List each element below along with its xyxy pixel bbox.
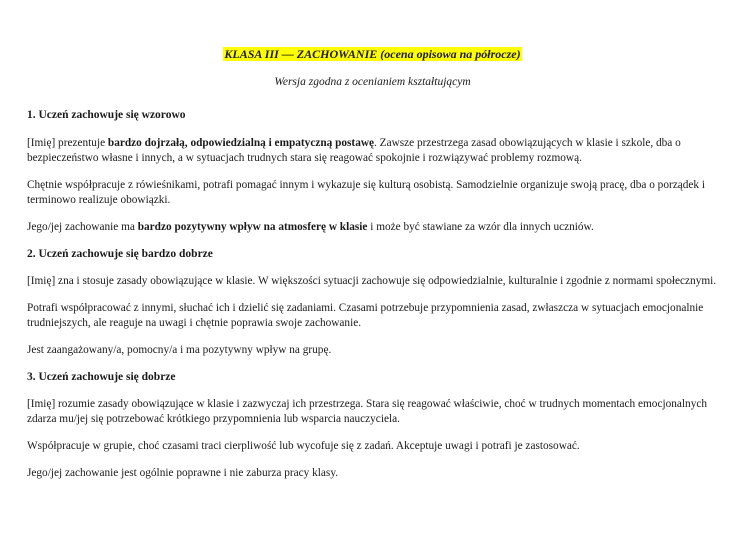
section-1-p1-bold: bardzo dojrzałą, odpowiedzialną i empatyczną postawę bbox=[107, 137, 375, 149]
section-3-heading: 3. Uczeń zachowuje się dobrze bbox=[27, 371, 176, 383]
section-2-paragraph-2: Potrafi współpracować z innymi, słuchać ich i dzielić się zadaniami. Czasami potrzebuje przypomnienia zasad, zwłaszcza w sytuacjach emocjonalnie trudniejszych, ale reaguje na uwagi i chętnie poprawia swoje zachowanie. bbox=[27, 302, 704, 329]
section-1-p3-text-c: i może być stawiane za wzór dla innych uczniów. bbox=[367, 221, 594, 233]
section-1-p1-text-c: . Zawsze przestrzega zasad obowiązujących w klasie i szkole, dba o bezpieczeństwo własne i innych, a w sytuacjach trudnych stara się reagować spokojnie i rozwiązywać problemy rozmową. bbox=[27, 137, 681, 164]
section-1-p1-text-a: [Imię] prezentuje bbox=[27, 137, 108, 149]
section-1-paragraph-2: Chętnie współpracuje z rówieśnikami, potrafi pomagać innym i wykazuje się kulturą osobistą. Samodzielnie organizuje swoją pracę, dba o porządek i terminowo realizuje obowiązki. bbox=[27, 179, 706, 206]
section-3-paragraph-3: Jego/jej zachowanie jest ogólnie poprawne i nie zaburza pracy klasy. bbox=[27, 467, 339, 479]
section-1-paragraph-1 bbox=[27, 136, 718, 166]
section-3-paragraph-2: Współpracuje w grupie, choć czasami traci cierpliwość lub wycofuje się z zadań. Akceptuje uwagi i potrafi je zastosować. bbox=[27, 440, 580, 452]
section-2-heading: 2. Uczeń zachowuje się bardzo dobrze bbox=[27, 248, 213, 260]
section-1-p3-bold: bardzo pozytywny wpływ na atmosferę w klasie bbox=[137, 221, 368, 233]
section-3-paragraph-1: [Imię] rozumie zasady obowiązujące w klasie i zazwyczaj ich przestrzega. Stara się reagować właściwie, choć w trudnych momentach emocjonalnych zdarza mu/jej się potrzebować krótkiego przypomnienia lub wsparcia nauczyciela. bbox=[27, 398, 708, 425]
section-1-heading: 1. Uczeń zachowuje się wzorowo bbox=[27, 109, 186, 121]
title-block bbox=[27, 45, 718, 62]
document-title: KLASA III — ZACHOWANIE (ocena opisowa na półrocze) bbox=[224, 47, 521, 61]
document-subtitle: Wersja zgodna z ocenianiem kształtującym bbox=[274, 76, 471, 88]
section-2-paragraph-1: [Imię] zna i stosuje zasady obowiązujące w klasie. W większości sytuacji zachowuje się odpowiedzialnie, kulturalnie i zgodnie z normami społecznymi. bbox=[27, 275, 717, 287]
section-2-paragraph-3: Jest zaangażowany/a, pomocny/a i ma pozytywny wpływ na grupę. bbox=[27, 344, 332, 356]
section-1-paragraph-3 bbox=[27, 220, 718, 235]
section-1-p3-text-a: Jego/jej zachowanie ma bbox=[27, 221, 138, 233]
